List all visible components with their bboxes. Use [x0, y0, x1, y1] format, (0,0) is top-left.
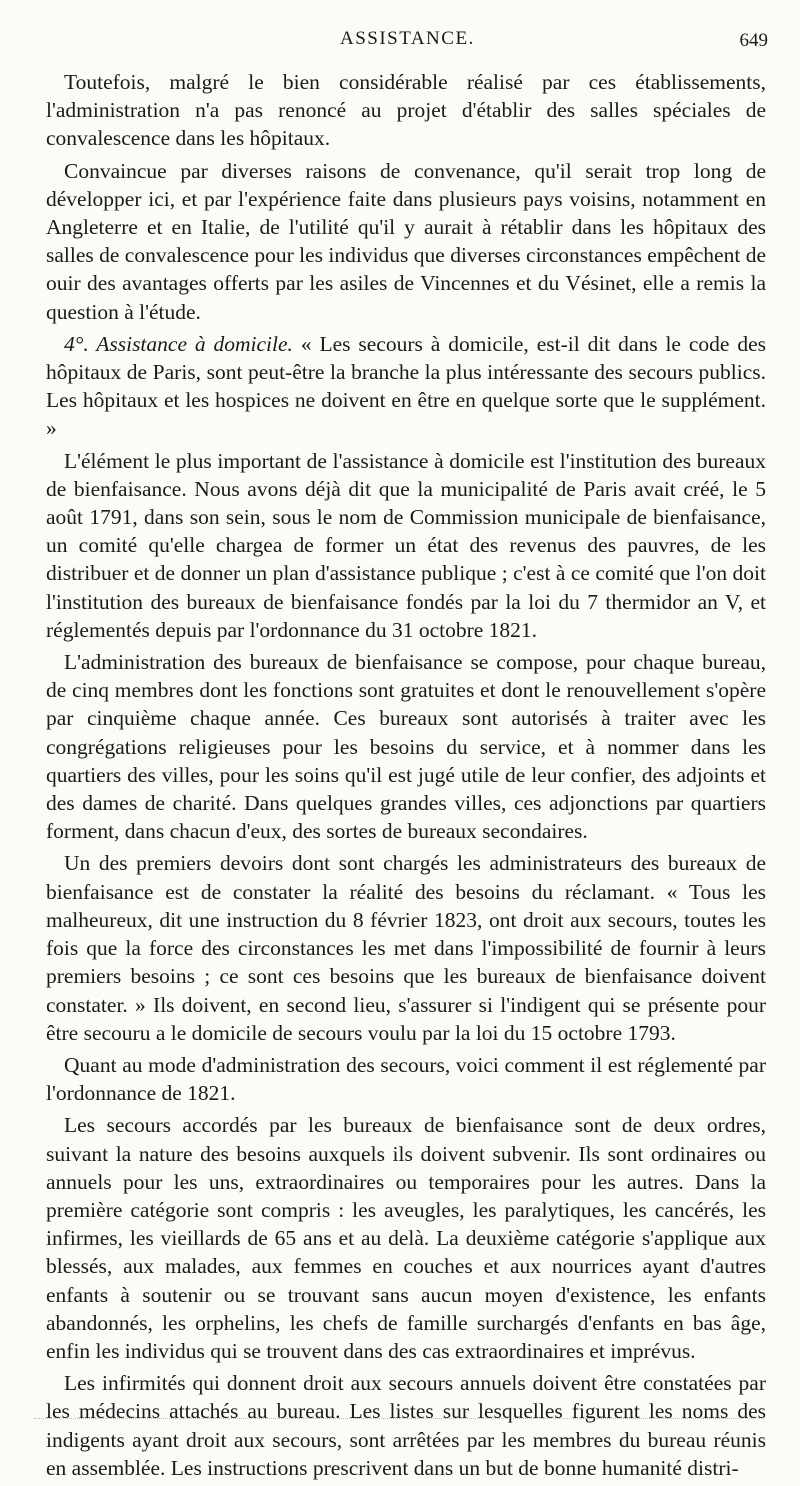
paragraph: Toutefois, malgré le bien considérable réalisé par ces établissements, l'administration n'a pas renoncé au projet d'établir des salles spéciales de convalescence dans les hôpitaux. [46, 70, 766, 151]
paragraph-text: « Les secours à domicile, est-il dit dans le code des hôpitaux de Paris, sont peut-être la branche la plus intéressante des secours publics. Les hôpitaux et les hospices ne doivent en être en quelque sorte que le supplément. » [46, 331, 766, 441]
running-head: ASSISTANCE. [340, 28, 475, 49]
paragraph: Les infirmités qui donnent droit aux secours annuels doivent être constatées par les médecins attachés au bureau. Les listes sur lesquelles figurent les noms des indigents ayant droit aux secours, sont arrêtées par les membres du bureau réunis en assemblée. Les instructions prescrivent dans un but de bonne humanité distri- [46, 1371, 766, 1480]
paragraph: L'élément le plus important de l'assistance à domicile est l'institution des bureaux de bienfaisance. Nous avons déjà dit que la municipalité de Paris avait créé, le 5 août 1791, dans son sein, sous le nom de Commission municipale de bienfaisance, un comité qu'elle chargea de former un état des revenus des pauvres, de les distribuer et de donner un plan d'assistance publique ; c'est à ce comité que l'on doit l'institution des bureaux de bienfaisance fondés par la loi du 7 thermidor an V, et réglementés depuis par l'ordonnance du 31 octobre 1821. [46, 448, 766, 642]
paragraph: Les secours accordés par les bureaux de bienfaisance sont de deux ordres, suivant la nature des besoins auxquels ils doivent subvenir. Ils sont ordinaires ou annuels pour les uns, extraordinaires ou temporaires pour les autres. Dans la première catégorie sont compris : les aveugles, les paralytiques, les cancérés, les infirmes, les vieillards de 65 ans et au delà. La deuxième catégorie s'applique aux blessés, aux malades, aux femmes en couches et aux nourrices ayant d'autres enfants à soutenir ou se trouvant sans aucun moyen d'existence, les enfants abandonnés, les orphelins, les chefs de famille surchargés d'enfants en bas âge, enfin les individus qui se trouvent dans des cas extraordinaires et imprévus. [46, 1113, 766, 1363]
page-number: 649 [739, 30, 768, 51]
bottom-rule [34, 1418, 764, 1419]
paragraph: L'administration des bureaux de bienfaisance se compose, pour chaque bureau, de cinq membres dont les fonctions sont gratuites et dont le renouvellement s'opère par cinquième chaque année. Ces bureaux sont autorisés à traiter avec les congrégations religieuses pour les besoins du service, et à nommer dans les quartiers des villes, pour les soins qu'il est jugé utile de leur confier, des adjoints et des dames de charité. Dans quelques grandes villes, ces adjonctions par quartiers forment, dans chacun d'eux, des sortes de bureaux secondaires. [46, 650, 766, 844]
paragraph: Convaincue par diverses raisons de convenance, qu'il serait trop long de développer ici, et par l'expérience faite dans plusieurs pays voisins, notamment en Angleterre et en Italie, de l'utilité qu'il y aurait à rétablir dans les hôpitaux des salles de convalescence pour les individus que diverses circonstances empêchent de ouir des avantages offerts par les asiles de Vincennes et du Vésinet, elle a remis la question à l'étude. [46, 158, 766, 324]
paragraph: Un des premiers devoirs dont sont chargés les administrateurs des bureaux de bienfaisance est de constater la réalité des besoins du réclamant. « Tous les malheureux, dit une instruction du 8 février 1823, ont droit aux secours, toutes les fois que la force des circonstances les met dans l'impossibilité de fournir à leurs premiers besoins ; ce sont ces besoins que les bureaux de bienfaisance doivent constater. » Ils doivent, en second lieu, s'assurer si l'indigent qui se présente pour être secouru a le domicile de secours voulu par la loi du 15 octobre 1793. [46, 851, 766, 1045]
paragraph: Quant au mode d'administration des secours, voici comment il est réglementé par l'ordonnance de 1821. [46, 1052, 766, 1106]
paragraph-section-4 [46, 330, 766, 443]
body-text [46, 58, 766, 1486]
section-heading: 4°. Assistance à domicile. [64, 331, 293, 356]
page-header [0, 28, 800, 62]
